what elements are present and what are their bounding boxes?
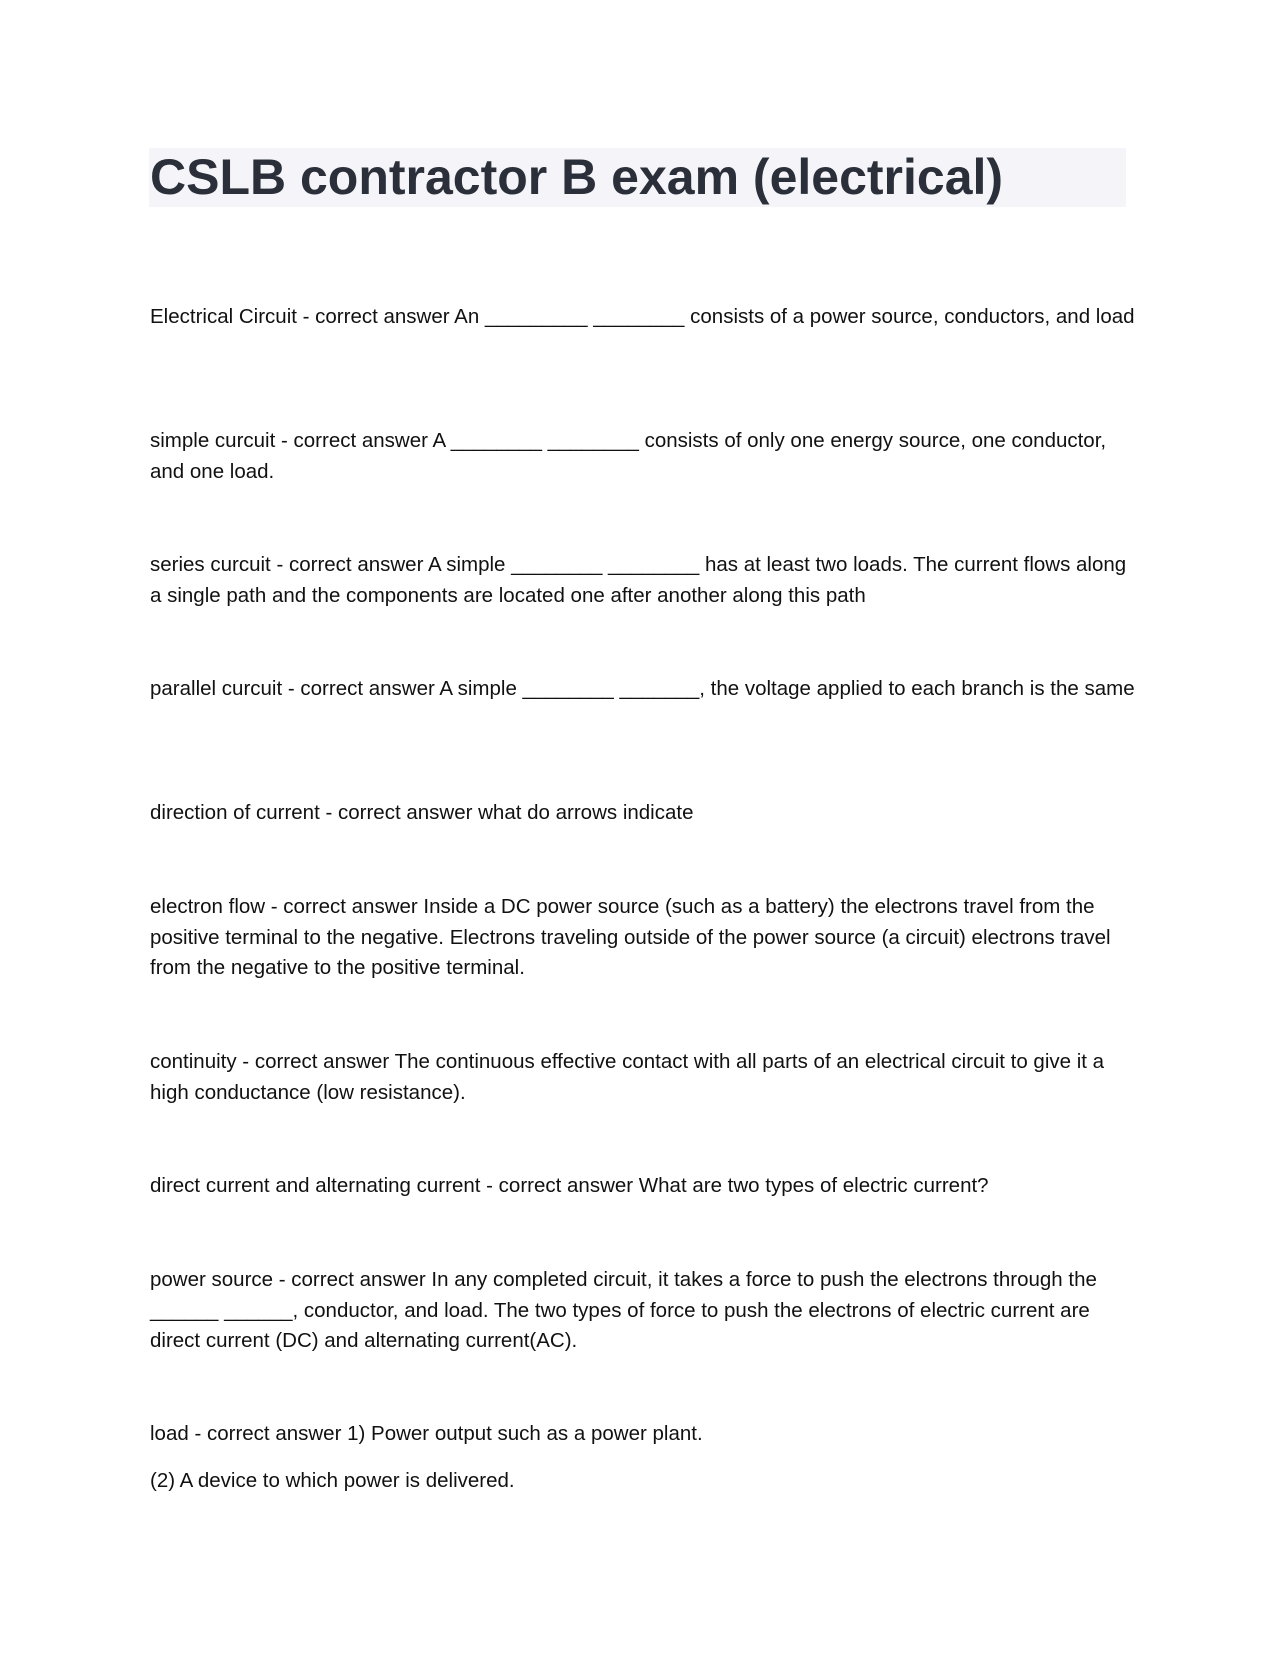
- entry-simple-circuit: [150, 426, 1135, 487]
- entry-continuation: (2) A device to which power is delivered.: [150, 1468, 515, 1492]
- entry-text: simple curcuit - correct answer A ________ ________ consists of only one energy source, one conductor, and one load.: [150, 429, 1107, 483]
- entry-text: continuity - correct answer The continuous effective contact with all parts of an electrical circuit to give it a high conductance (low resistance).: [150, 1050, 1105, 1104]
- entry-text: load - correct answer 1) Power output such as a power plant.: [150, 1422, 703, 1445]
- entry-series-circuit: [150, 550, 1135, 611]
- page-title: CSLB contractor B exam (electrical): [150, 149, 1004, 205]
- entry-load: [150, 1419, 1135, 1496]
- entry-text: Electrical Circuit - correct answer An _________ ________ consists of a power source, conductors, and load: [150, 305, 1135, 328]
- entry-text: parallel curcuit - correct answer A simple ________ _______, the voltage applied to each branch is the same: [150, 677, 1135, 700]
- entry-types-of-current: [150, 1171, 1135, 1202]
- entry-continuity: [150, 1047, 1135, 1108]
- entry-power-source: [150, 1265, 1135, 1357]
- entry-electrical-circuit: [150, 302, 1135, 333]
- entry-text: electron flow - correct answer Inside a DC power source (such as a battery) the electrons travel from the positive terminal to the negative. Electrons traveling outside of the power source (a circuit) electrons travel from the negative to the positive terminal.: [150, 895, 1111, 979]
- entry-text: series curcuit - correct answer A simple ________ ________ has at least two loads. The current flows along a single path and the components are located one after another along this path: [150, 553, 1127, 607]
- entry-text: direction of current - correct answer what do arrows indicate: [150, 801, 694, 824]
- entry-text: direct current and alternating current - correct answer What are two types of electric current?: [150, 1174, 989, 1197]
- entry-text: power source - correct answer In any completed circuit, it takes a force to push the electrons through the ______ ______, conductor, and load. The two types of force to push the electrons of electric current are direct current (DC) and alternating current(AC).: [150, 1268, 1097, 1352]
- entry-electron-flow: [150, 892, 1135, 984]
- entry-direction-of-current: [150, 798, 1135, 829]
- entry-parallel-circuit: [150, 674, 1135, 705]
